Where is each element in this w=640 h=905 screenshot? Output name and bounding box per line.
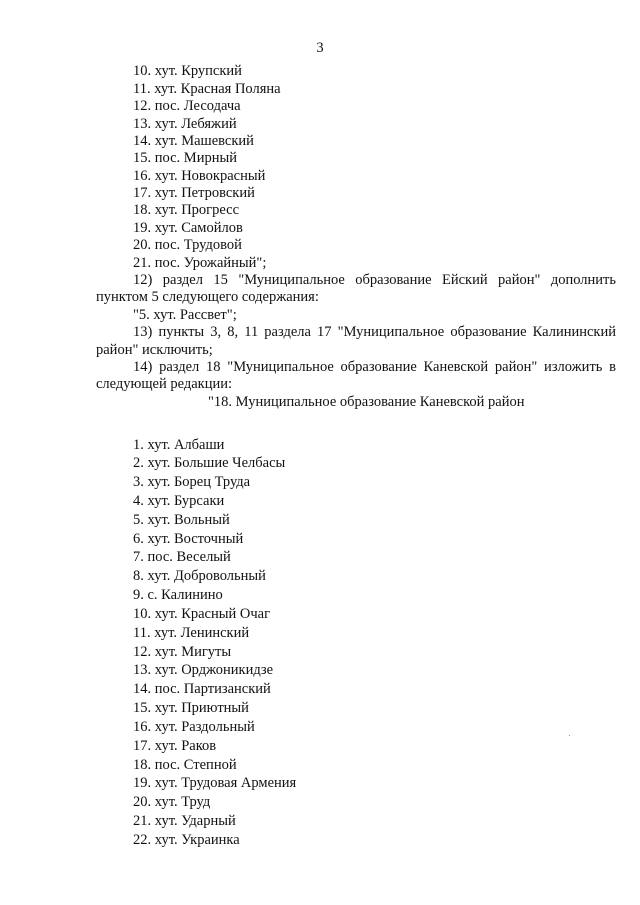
list-item: 1. хут. Албаши — [133, 437, 225, 453]
paragraph-13-line-2: район" исключить; — [96, 342, 213, 358]
list-item: 20. пос. Трудовой — [133, 237, 242, 253]
list-item: 4. хут. Бурсаки — [133, 493, 225, 509]
list-item: 16. хут. Новокрасный — [133, 168, 266, 184]
list-item: 21. пос. Урожайный"; — [133, 255, 267, 271]
list-item: 17. хут. Петровский — [133, 185, 255, 201]
list-item: 8. хут. Добровольный — [133, 568, 266, 584]
list-item: 3. хут. Борец Труда — [133, 474, 251, 490]
list-item: 19. хут. Трудовая Армения — [133, 775, 297, 791]
list-item: 16. хут. Раздольный — [133, 719, 255, 735]
page-number: 3 — [316, 40, 324, 56]
list-item: 18. хут. Прогресс — [133, 202, 240, 218]
list-item: 17. хут. Раков — [133, 738, 217, 754]
list-item: 15. хут. Приютный — [133, 700, 249, 716]
paragraph-14-line-1: 14) раздел 18 "Муниципальное образование Каневской район" изложить в — [133, 359, 616, 375]
paragraph-14-line-2: следующей редакции: — [96, 376, 233, 392]
list-item: 11. хут. Красная Поляна — [133, 81, 281, 97]
quote-item-5: "5. хут. Рассвет"; — [133, 307, 237, 323]
list-item: 11. хут. Ленинский — [133, 625, 250, 641]
list-item: 13. хут. Орджоникидзе — [133, 662, 274, 678]
list-item: 6. хут. Восточный — [133, 531, 244, 547]
list-item: 22. хут. Украинка — [133, 832, 240, 848]
list-item: 5. хут. Вольный — [133, 512, 230, 528]
list-item: 20. хут. Труд — [133, 794, 211, 810]
paragraph-12-line-1: 12) раздел 15 "Муниципальное образование Ейский район" дополнить — [133, 272, 616, 288]
paragraph-12-line-2: пунктом 5 следующего содержания: — [96, 289, 319, 305]
list-item: 19. хут. Самойлов — [133, 220, 243, 236]
list-item: 9. с. Калинино — [133, 587, 223, 603]
list-item: 10. хут. Красный Очаг — [133, 606, 271, 622]
section-title: "18. Муниципальное образование Каневской район — [208, 394, 525, 410]
list-item: 13. хут. Лебяжий — [133, 116, 237, 132]
list-item: 14. пос. Партизанский — [133, 681, 271, 697]
list-item: 12. хут. Мигуты — [133, 644, 232, 660]
list-item: 2. хут. Большие Челбасы — [133, 455, 286, 471]
scan-speck — [569, 735, 570, 736]
list-item: 7. пос. Веселый — [133, 549, 231, 565]
paragraph-13-line-1: 13) пункты 3, 8, 11 раздела 17 "Муниципальное образование Калининский — [133, 324, 616, 340]
list-item: 21. хут. Ударный — [133, 813, 236, 829]
list-item: 18. пос. Степной — [133, 757, 237, 773]
list-item: 15. пос. Мирный — [133, 150, 237, 166]
list-item: 10. хут. Крупский — [133, 63, 242, 79]
list-item: 12. пос. Лесодача — [133, 98, 241, 114]
list-item: 14. хут. Машевский — [133, 133, 254, 149]
